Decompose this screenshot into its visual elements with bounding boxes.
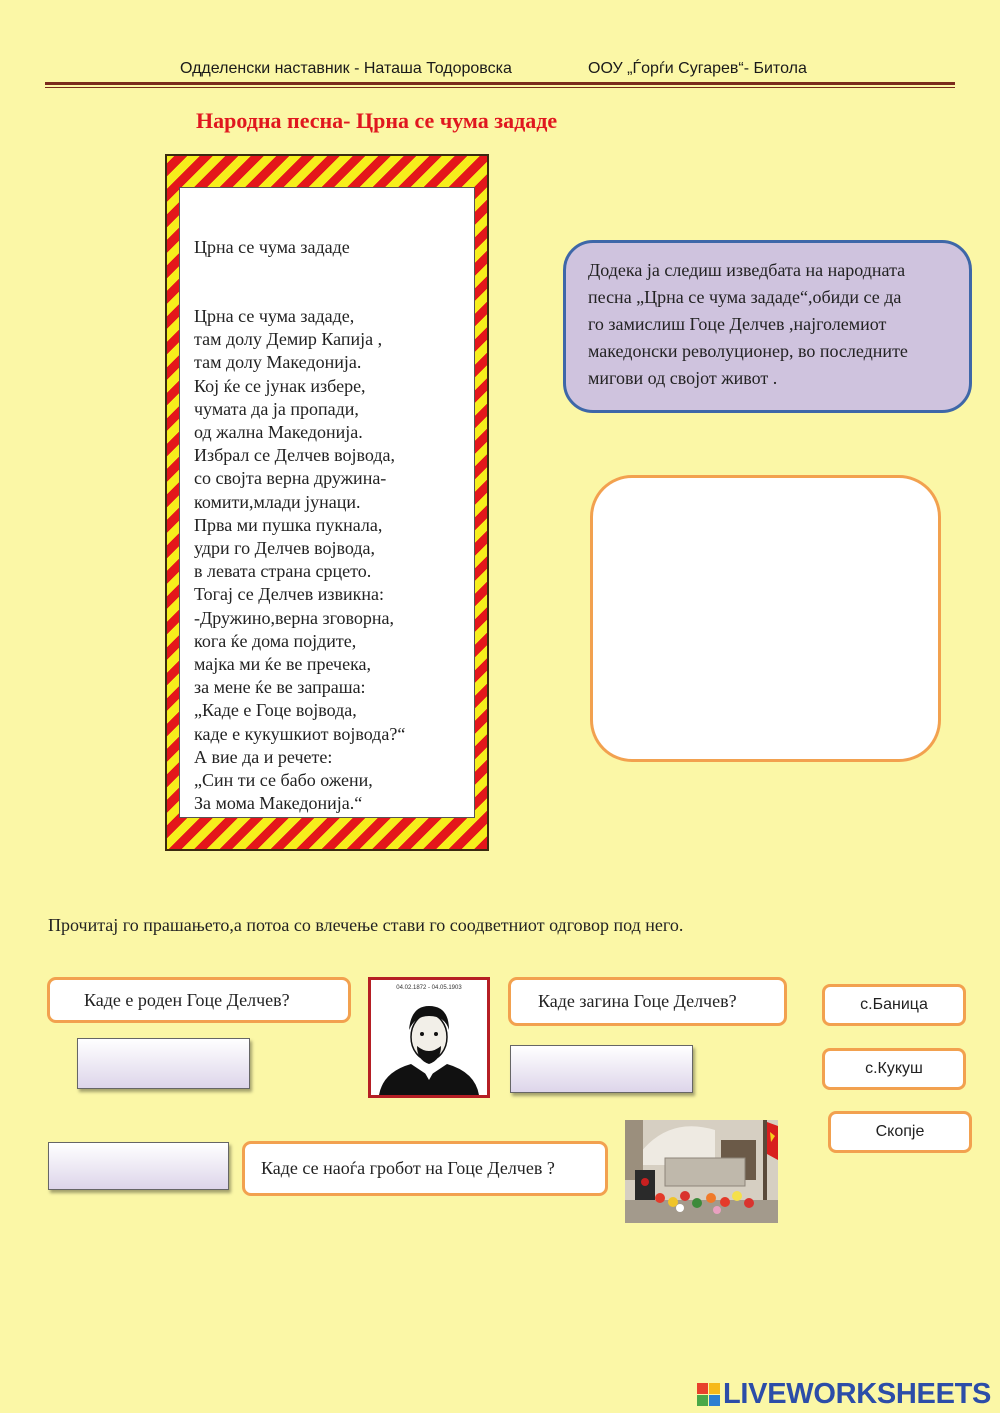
poem-lines: [194, 305, 464, 815]
question-death-place: [508, 977, 787, 1026]
poem-line: -Дружино,верна зговорна,: [194, 607, 395, 628]
header-school: ООУ „Ѓорѓи Сугарев“- Битола: [588, 60, 807, 77]
header-teacher: Одделенски наставник - Наташа Тодоровска: [180, 60, 512, 77]
grave-icon: [625, 1120, 778, 1223]
imagination-drawing-box: [590, 475, 941, 762]
poem-line: мајка ми ќе ве пречека,: [194, 654, 372, 675]
bubble-line: македонски револуционер, во последните: [588, 341, 908, 361]
poem-line: од жална Македонија.: [194, 422, 363, 443]
poem-line: Избрал се Делчев војвода,: [194, 445, 395, 466]
poem-line: Кој ќе се јунак избере,: [194, 375, 366, 396]
question-grave-location-label: Каде се наоѓа гробот на Гоце Делчев ?: [261, 1158, 555, 1178]
poem-line: комити,млади јунаци.: [194, 491, 361, 512]
poem-line: каде е кукушкиот војвода?“: [194, 723, 406, 744]
drop-zone-grave-location[interactable]: [48, 1142, 229, 1190]
poem-line: Прва ми пушка пукнала,: [194, 514, 383, 535]
poem-line: За мома Македонија.“: [194, 793, 363, 814]
liveworksheets-logo: [697, 1376, 991, 1412]
poem-line: „Каде е Гоце војвода,: [194, 700, 357, 721]
poem-line: чумата да ја пропади,: [194, 398, 359, 419]
drop-zone-death-place[interactable]: [510, 1045, 693, 1093]
logo-squares-icon: [697, 1383, 720, 1406]
drop-zone-birthplace[interactable]: [77, 1038, 250, 1089]
poem-line: Црна се чума зададе,: [194, 306, 355, 326]
poem-line: в левата страна срцето.: [194, 561, 372, 582]
poem-line: „Син ти се бабо ожени,: [194, 770, 373, 791]
bubble-line: Додека ја следиш изведбата на народната: [588, 260, 906, 280]
logo-text: LIVEWORKSHEETS: [723, 1377, 992, 1410]
poem-line: А вие да и речете:: [194, 746, 333, 767]
instruction-bubble: [563, 240, 972, 413]
bubble-text: [588, 257, 953, 392]
poem-line: там долу Македонија.: [194, 352, 362, 373]
poem-line: Тогај се Делчев извикна:: [194, 584, 384, 605]
bubble-line: песна „Црна се чума зададе“,обиди се да: [588, 287, 902, 307]
goce-delchev-portrait: [368, 977, 490, 1098]
answer-option-banica[interactable]: с.Баница: [822, 984, 966, 1026]
question-birthplace-label: Каде е роден Гоце Делчев?: [84, 989, 290, 1010]
answer-option-kukush[interactable]: с.Кукуш: [822, 1048, 966, 1090]
portrait-icon: [371, 994, 487, 1095]
poem-line: за мене ќе ве запраша:: [194, 677, 366, 698]
poem-text-box: [179, 187, 475, 818]
worksheet-title: Народна песна- Црна се чума зададе: [196, 108, 558, 133]
bubble-line: мигови од својот живот .: [588, 368, 778, 388]
grave-photo: [625, 1120, 778, 1223]
portrait-dates: 04.02.1872 - 04.05.1903: [396, 985, 462, 991]
poem-line: удри го Делчев војвода,: [194, 538, 375, 559]
bubble-line: го замислиш Гоце Делчев ,најголемиот: [588, 314, 887, 334]
question-grave-location: [242, 1141, 608, 1196]
poem-line: со својта верна дружина-: [194, 468, 387, 489]
question-birthplace: [47, 977, 351, 1023]
question-death-place-label: Каде загина Гоце Делчев?: [538, 991, 737, 1011]
poem-line: кога ќе дома појдите,: [194, 630, 357, 651]
header-divider-thin: [45, 87, 955, 88]
poem-line: там долу Демир Капија ,: [194, 329, 383, 350]
poem-frame: [165, 154, 489, 851]
answer-option-skopje[interactable]: Скопје: [828, 1111, 972, 1153]
header-divider: [45, 82, 955, 85]
poem-title: Црна се чума зададе: [194, 237, 350, 257]
drag-instruction: Прочитај го прашањето,а потоа со влечење стави го соодветниот одговор под него.: [48, 915, 684, 935]
